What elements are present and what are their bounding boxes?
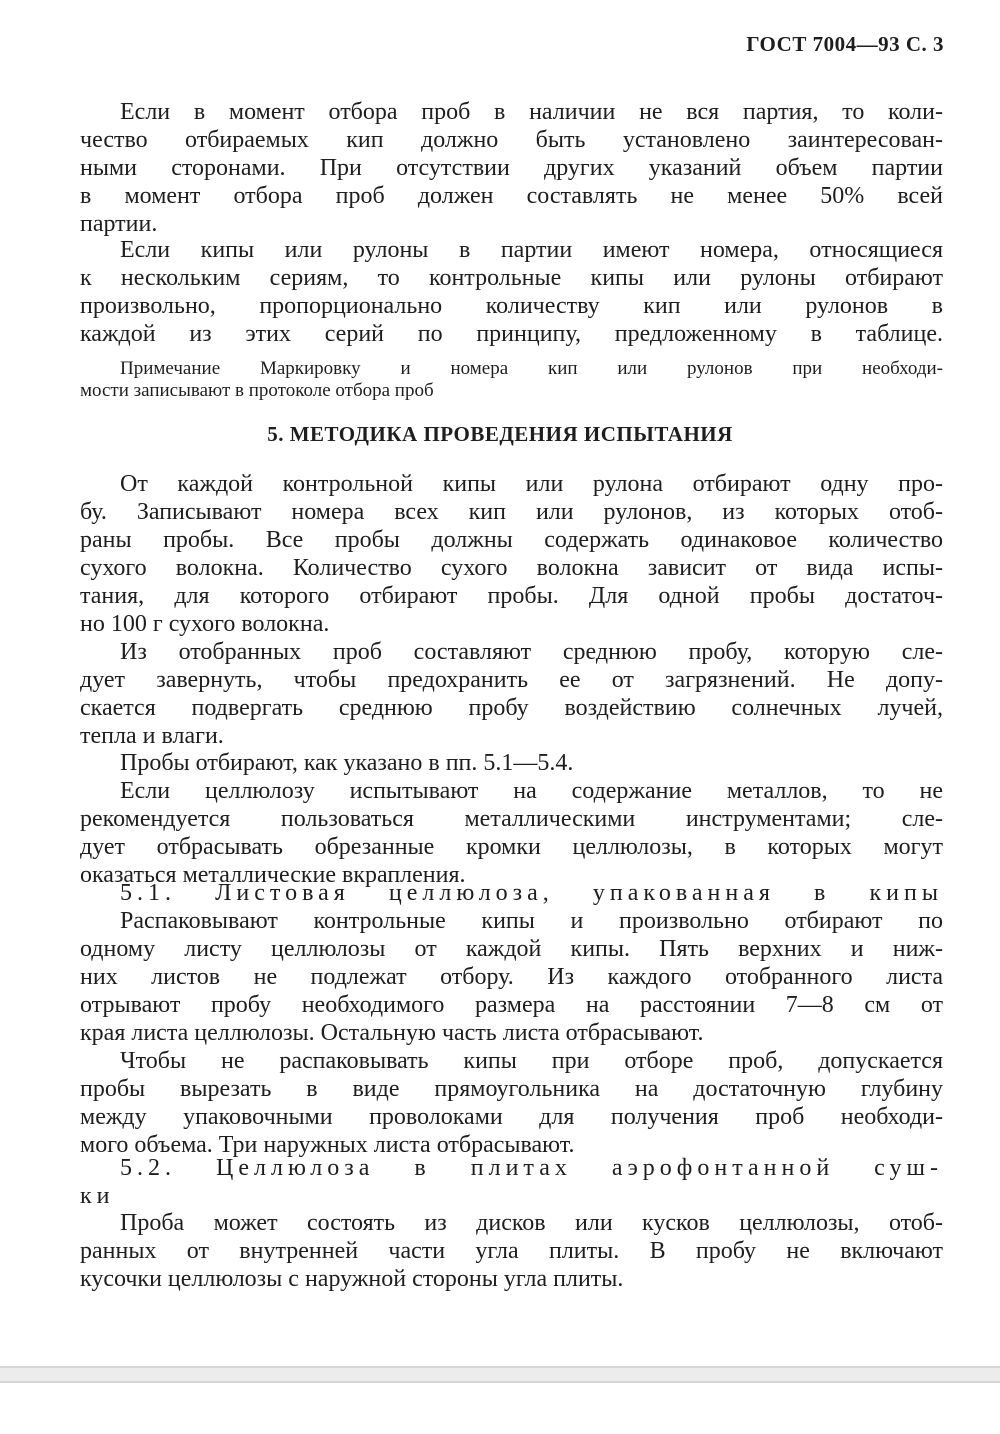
text-line: ными сторонами. При отсутствии других указаний объем партии xyxy=(80,155,943,181)
text-line: отрывают пробу необходимого размера на расстоянии 7—8 см от xyxy=(80,992,943,1018)
paragraph xyxy=(80,1047,943,1159)
text-line: дует отбрасывать обрезанные кромки целлюлозы, в которых могут xyxy=(80,834,943,860)
paragraph xyxy=(80,236,943,348)
paragraph xyxy=(80,98,943,238)
text-line: 5.2. Целлюлоза в плитах аэрофонтанной суш- xyxy=(120,1155,943,1181)
text-line: Проба может состоять из дисков или кусков целлюлозы, отоб- xyxy=(120,1210,943,1236)
paragraph xyxy=(80,777,943,889)
text-line: в момент отбора проб должен составлять не менее 50% всей xyxy=(80,183,943,209)
text-line: но 100 г сухого волокна. xyxy=(80,611,330,637)
text-line: кусочки целлюлозы с наружной стороны угла плиты. xyxy=(80,1266,624,1292)
text-line: раны пробы. Все пробы должны содержать одинаковое количество xyxy=(80,527,943,553)
text-line: между упаковочными проволоками для получения проб необходи- xyxy=(80,1104,943,1130)
text-line: одному листу целлюлозы от каждой кипы. Пять верхних и ниж- xyxy=(80,936,943,962)
text-line: них листов не подлежат отбору. Из каждого отобранного листа xyxy=(80,964,943,990)
text-line: тания, для которого отбирают пробы. Для одной пробы достаточ- xyxy=(80,583,943,609)
text-line: сухого волокна. Количество сухого волокна зависит от вида испы- xyxy=(80,555,943,581)
page-header: ГОСТ 7004—93 С. 3 xyxy=(746,32,944,56)
paragraph xyxy=(80,907,943,1047)
text-line: партии. xyxy=(80,211,158,237)
paragraph xyxy=(80,470,943,638)
text-line: бу. Записывают номера всех кип или рулонов, из которых отоб- xyxy=(80,499,943,525)
paragraph xyxy=(80,638,943,750)
text-line: рекомендуется пользоваться металлическими инструментами; сле- xyxy=(80,806,943,832)
text-line: скается подвергать среднюю пробу воздействию солнечных лучей, xyxy=(80,695,943,721)
text-line: Примечание Маркировку и номера кип или рулонов при необходи- xyxy=(120,358,943,379)
text-line: 5.1. Листовая целлюлоза, упакованная в кипы xyxy=(120,880,943,906)
text-line: оказаться металлические вкрапления. xyxy=(80,862,466,888)
text-line: ки xyxy=(80,1183,115,1209)
text-line: Распаковывают контрольные кипы и произвольно отбирают по xyxy=(120,908,943,934)
text-line: к нескольким сериям, то контрольные кипы или рулоны отбирают xyxy=(80,265,943,291)
text-line: ранных от внутренней части угла плиты. В пробу не включают xyxy=(80,1238,943,1264)
text-line: мости записывают в протоколе отбора проб xyxy=(80,380,434,401)
text-line: произвольно, пропорционально количеству кип или рулонов в xyxy=(80,293,943,319)
subsection-heading xyxy=(80,1154,943,1210)
text-line: чество отбираемых кип должно быть установлено заинтересован- xyxy=(80,127,943,153)
note xyxy=(80,358,943,402)
text-line: Если в момент отбора проб в наличии не вся партия, то коли- xyxy=(120,99,943,125)
paragraph xyxy=(80,1209,943,1293)
horizontal-scrollbar[interactable] xyxy=(0,1366,1000,1383)
text-line: Если кипы или рулоны в партии имеют номера, относящиеся xyxy=(120,237,943,263)
text-line: пробы вырезать в виде прямоугольника на достаточную глубину xyxy=(80,1076,943,1102)
text-line: каждой из этих серий по принципу, предложенному в таблице. xyxy=(80,321,943,347)
section-heading: 5. МЕТОДИКА ПРОВЕДЕНИЯ ИСПЫТАНИЯ xyxy=(267,422,733,446)
text-line: Пробы отбирают, как указано в пп. 5.1—5.4. xyxy=(120,750,574,776)
text-line: края листа целлюлозы. Остальную часть листа отбрасывают. xyxy=(80,1020,704,1046)
text-line: Если целлюлозу испытывают на содержание металлов, то не xyxy=(120,778,943,804)
subsection-heading xyxy=(80,879,943,907)
text-line: Чтобы не распаковывать кипы при отборе проб, допускается xyxy=(120,1048,943,1074)
text-line: Из отобранных проб составляют среднюю пробу, которую сле- xyxy=(120,639,943,665)
text-line: тепла и влаги. xyxy=(80,723,224,749)
text-line: От каждой контрольной кипы или рулона отбирают одну про- xyxy=(120,471,943,497)
paragraph xyxy=(80,749,943,777)
text-line: мого объема. Три наружных листа отбрасывают. xyxy=(80,1132,575,1158)
text-line: дует завернуть, чтобы предохранить ее от загрязнений. Не допу- xyxy=(80,667,943,693)
